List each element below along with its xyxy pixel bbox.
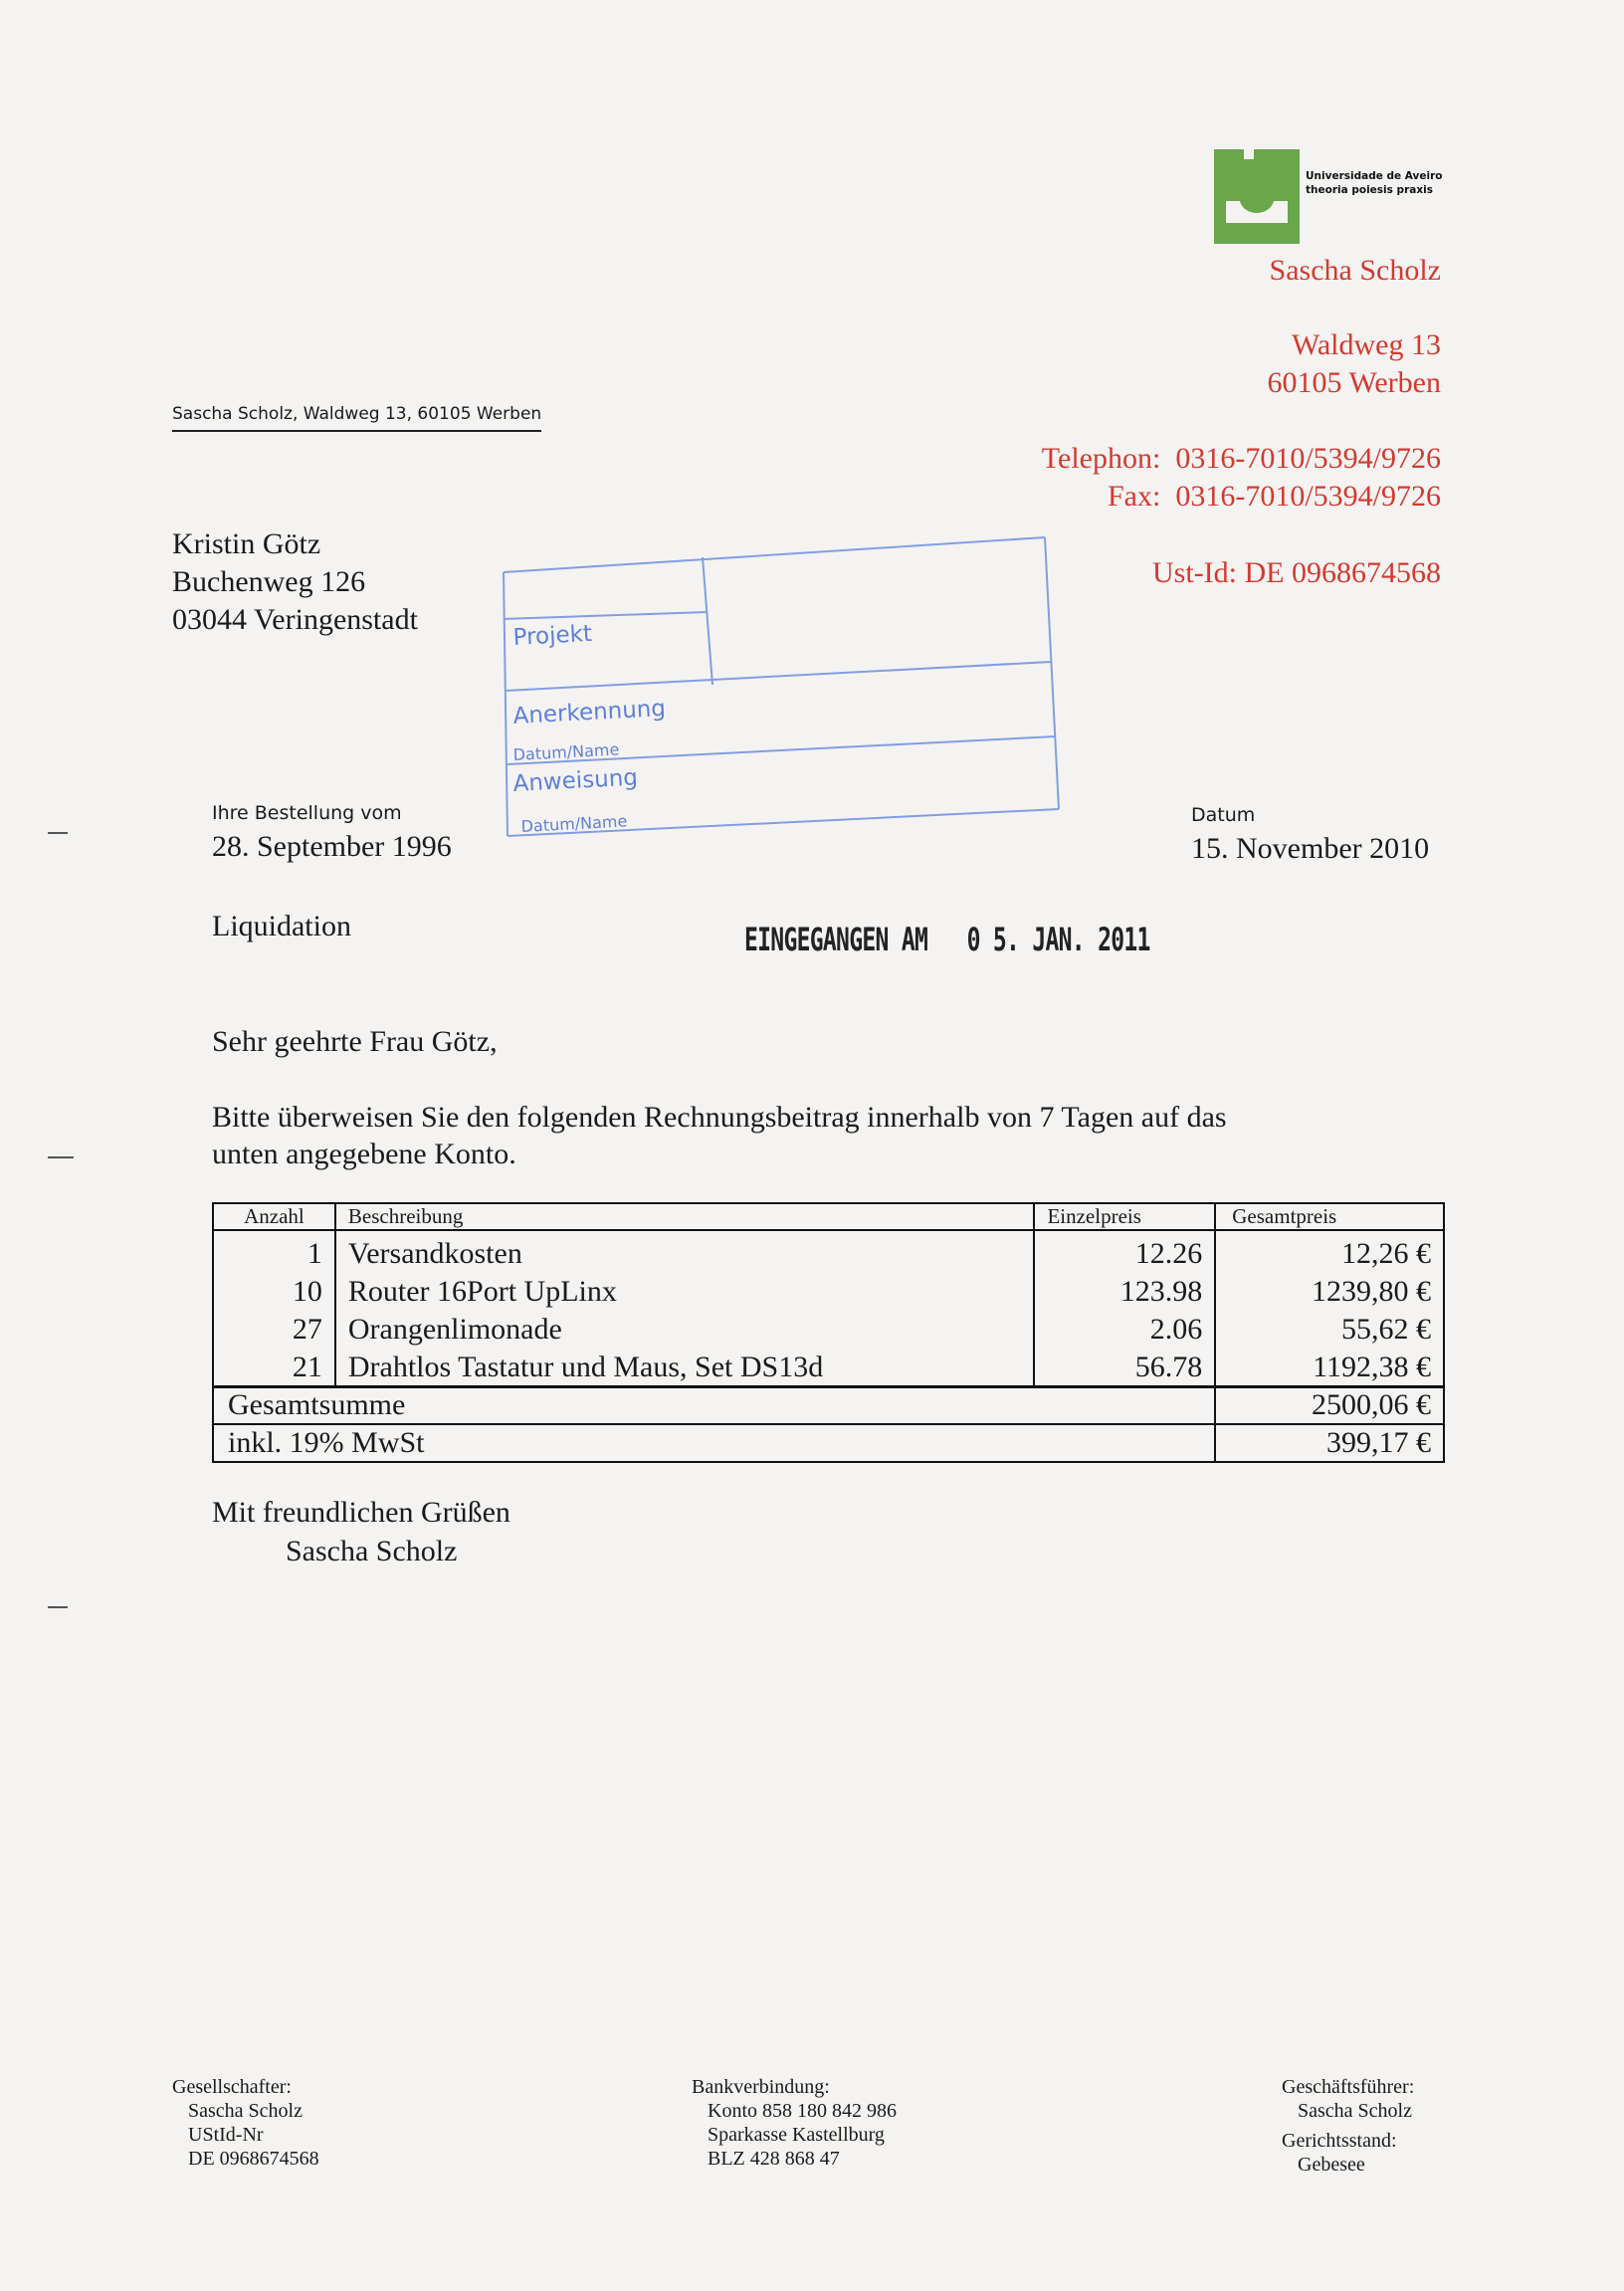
sender-ustid: Ust-Id: DE 0968674568 bbox=[1152, 556, 1441, 589]
cell-qty: 21 bbox=[213, 1349, 335, 1387]
closing-block bbox=[212, 1493, 510, 1570]
footer-partners-title: Gesellschafter: bbox=[172, 2076, 292, 2098]
cell-qty: 1 bbox=[213, 1230, 335, 1273]
subject: Liquidation bbox=[212, 910, 351, 942]
cell-qty: 10 bbox=[213, 1273, 335, 1311]
footer-partners bbox=[172, 2075, 319, 2171]
cell-description: Versandkosten bbox=[335, 1230, 1035, 1273]
vat-row bbox=[213, 1424, 1444, 1462]
letter-date-value: 15. November 2010 bbox=[1191, 832, 1430, 865]
recipient-address bbox=[172, 525, 418, 639]
header-gesamtpreis: Gesamtpreis bbox=[1215, 1203, 1444, 1230]
recipient-name: Kristin Götz bbox=[172, 527, 321, 560]
cell-total-price: 12,26 € bbox=[1215, 1230, 1444, 1273]
stamp-datum-name-1: Datum/Name bbox=[512, 739, 620, 764]
cell-description: Router 16Port UpLinx bbox=[335, 1273, 1035, 1311]
cell-description: Orangenlimonade bbox=[335, 1311, 1035, 1349]
logo-line2: theoria poiesis praxis bbox=[1306, 184, 1433, 196]
header-beschreibung: Beschreibung bbox=[335, 1203, 1035, 1230]
footer-ustid-label: UStId-Nr bbox=[188, 2124, 264, 2146]
approval-stamp bbox=[488, 527, 1085, 856]
recipient-city: 03044 Veringenstadt bbox=[172, 603, 418, 636]
cell-total-price: 55,62 € bbox=[1215, 1311, 1444, 1349]
sender-name: Sascha Scholz bbox=[1269, 254, 1441, 287]
return-address: Sascha Scholz, Waldweg 13, 60105 Werben bbox=[172, 404, 541, 432]
order-date-value: 28. September 1996 bbox=[212, 830, 452, 863]
footer-ceo-name: Sascha Scholz bbox=[1298, 2100, 1412, 2122]
footer-bank-title: Bankverbindung: bbox=[692, 2076, 830, 2098]
sender-phone-row bbox=[1042, 440, 1441, 478]
fax-value: 0316-7010/5394/9726 bbox=[1175, 480, 1441, 513]
sender-street: Waldweg 13 bbox=[1291, 328, 1441, 361]
table-row bbox=[213, 1273, 1444, 1311]
table-row bbox=[213, 1311, 1444, 1349]
signature-name: Sascha Scholz bbox=[286, 1535, 458, 1567]
invoice-totals-table bbox=[212, 1385, 1445, 1463]
stamp-anweisung: Anweisung bbox=[511, 764, 639, 797]
university-logo bbox=[1214, 149, 1453, 244]
footer-bank-blz: BLZ 428 868 47 bbox=[708, 2148, 840, 2170]
fold-mark bbox=[48, 1606, 68, 1608]
header-anzahl: Anzahl bbox=[213, 1203, 335, 1230]
footer-ceo-title: Geschäftsführer: bbox=[1282, 2076, 1415, 2098]
body-text bbox=[212, 1099, 1227, 1172]
footer-bank-account: Konto 858 180 842 986 bbox=[708, 2100, 897, 2122]
footer-management bbox=[1282, 2075, 1414, 2177]
phone-value: 0316-7010/5394/9726 bbox=[1175, 442, 1441, 475]
header-einzelpreis: Einzelpreis bbox=[1034, 1203, 1215, 1230]
stamp-datum-name-2: Datum/Name bbox=[520, 811, 628, 836]
order-date-label: Ihre Bestellung vom bbox=[212, 802, 402, 824]
total-label: Gesamtsumme bbox=[213, 1386, 1215, 1424]
recipient-street: Buchenweg 126 bbox=[172, 565, 366, 598]
sender-address bbox=[1268, 326, 1442, 402]
sender-city: 60105 Werben bbox=[1267, 366, 1441, 399]
cell-total-price: 1192,38 € bbox=[1215, 1349, 1444, 1387]
fold-mark bbox=[48, 832, 68, 834]
received-stamp-date: 0 5. JAN. 2011 bbox=[966, 921, 1150, 958]
sender-contact bbox=[1042, 440, 1441, 516]
stamp-projekt: Projekt bbox=[511, 620, 593, 651]
body-line-1: Bitte überweisen Sie den folgenden Rechnungsbeitrag innerhalb von 7 Tagen auf das bbox=[212, 1101, 1227, 1134]
cell-unit-price: 56.78 bbox=[1034, 1349, 1215, 1387]
total-value: 2500,06 € bbox=[1215, 1386, 1444, 1424]
table-header-row bbox=[213, 1203, 1444, 1230]
footer-ustid-value: DE 0968674568 bbox=[188, 2148, 319, 2170]
sender-fax-row bbox=[1042, 478, 1441, 516]
closing-line: Mit freundlichen Grüßen bbox=[212, 1496, 510, 1529]
stamp-anerkennung: Anerkennung bbox=[511, 695, 667, 729]
received-stamp-text: EINGEGANGEN AM bbox=[744, 921, 928, 958]
logo-emblem-icon bbox=[1214, 149, 1300, 244]
cell-unit-price: 123.98 bbox=[1034, 1273, 1215, 1311]
cell-total-price: 1239,80 € bbox=[1215, 1273, 1444, 1311]
vat-label: inkl. 19% MwSt bbox=[213, 1424, 1215, 1462]
footer-bank bbox=[692, 2075, 897, 2171]
footer-court-title: Gerichtsstand: bbox=[1282, 2130, 1397, 2152]
footer-bank-name: Sparkasse Kastellburg bbox=[708, 2124, 885, 2146]
table-row bbox=[213, 1349, 1444, 1387]
total-row bbox=[213, 1386, 1444, 1424]
cell-qty: 27 bbox=[213, 1311, 335, 1349]
vat-value: 399,17 € bbox=[1215, 1424, 1444, 1462]
cell-description: Drahtlos Tastatur und Maus, Set DS13d bbox=[335, 1349, 1035, 1387]
punch-mark bbox=[48, 1156, 74, 1158]
cell-unit-price: 2.06 bbox=[1034, 1311, 1215, 1349]
phone-label: Telephon: bbox=[1041, 442, 1161, 475]
body-line-2: unten angegebene Konto. bbox=[212, 1138, 516, 1170]
greeting: Sehr geehrte Frau Götz, bbox=[212, 1025, 498, 1058]
cell-unit-price: 12.26 bbox=[1034, 1230, 1215, 1273]
fax-label: Fax: bbox=[1107, 480, 1161, 513]
letter-date-label: Datum bbox=[1191, 804, 1256, 826]
footer-partners-name: Sascha Scholz bbox=[188, 2100, 303, 2122]
table-row bbox=[213, 1230, 1444, 1273]
invoice-items-table bbox=[212, 1202, 1445, 1388]
received-stamp bbox=[744, 921, 1150, 958]
footer-court-name: Gebesee bbox=[1298, 2154, 1365, 2176]
logo-line1: Universidade de Aveiro bbox=[1306, 170, 1443, 182]
